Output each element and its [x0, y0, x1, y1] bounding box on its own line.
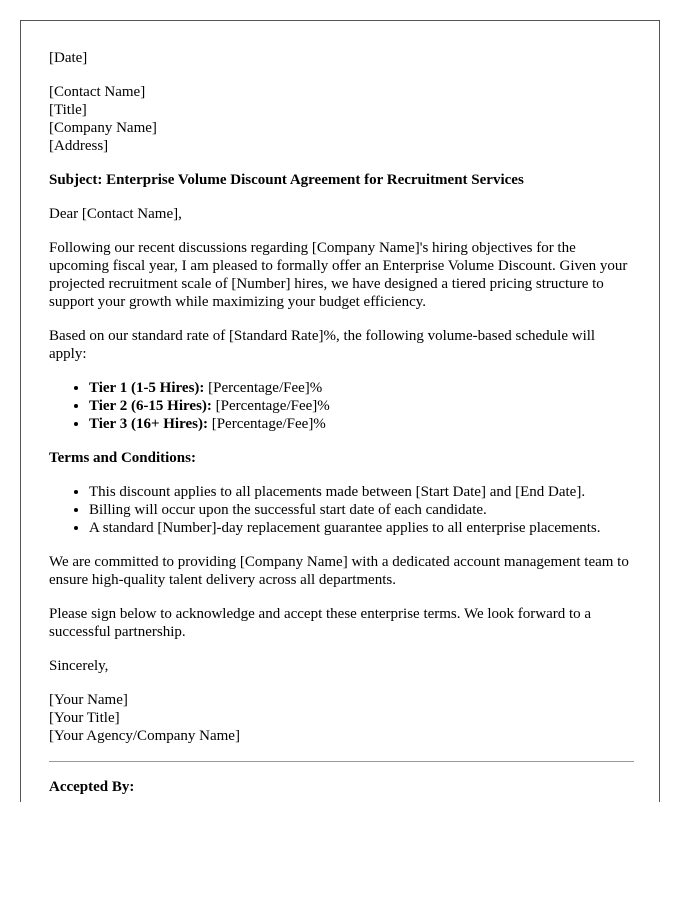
- body-paragraph-4: Please sign below to acknowledge and accept these enterprise terms. We look forward to a successful partnership.: [49, 606, 592, 640]
- recipient-block: [49, 83, 634, 155]
- letter-salutation: Dear [Contact Name],: [49, 206, 182, 222]
- list-item: [89, 379, 634, 397]
- letter-subject: Subject: Enterprise Volume Discount Agreement for Recruitment Services: [49, 172, 524, 188]
- list-item: • Billing will occur upon the successful start date of each candidate.: [89, 501, 634, 519]
- tier-value: [Percentage/Fee]%: [204, 380, 323, 396]
- recipient-title: [Title]: [49, 102, 87, 118]
- body-paragraph-1: Following our recent discussions regarding [Company Name]'s hiring objectives for the upcoming fiscal year, I am pleased to formally offer an Enterprise Volume Discount. Given your projected recruitment scale of [Number] hires, we have designed a tiered pricing structure to support your growth while maximizing your budget efficiency.: [49, 240, 628, 310]
- tier-label: Tier 3 (16+ Hires):: [89, 416, 208, 432]
- sender-block: [49, 691, 634, 745]
- letter-page: [20, 20, 660, 802]
- tier-value: [Percentage/Fee]%: [207, 416, 326, 432]
- list-item: • This discount applies to all placements made between [Start Date] and [End Date].: [89, 483, 634, 501]
- recipient-address: [Address]: [49, 138, 109, 154]
- body-paragraph-3: We are committed to providing [Company Name] with a dedicated account management team to ensure high-quality talent delivery across all departments.: [49, 554, 629, 588]
- recipient-contact-name: [Contact Name]: [49, 84, 146, 100]
- letter-content: [49, 49, 634, 796]
- list-item: [89, 415, 634, 433]
- tier-label: Tier 1 (1-5 Hires):: [89, 380, 205, 396]
- recipient-company-name: [Company Name]: [49, 120, 157, 136]
- terms-heading: Terms and Conditions:: [49, 450, 196, 466]
- letter-date: [Date]: [49, 50, 88, 66]
- letter-closing: Sincerely,: [49, 658, 109, 674]
- terms-list: [49, 483, 634, 537]
- signature-divider: [49, 761, 634, 762]
- sender-agency: [Your Agency/Company Name]: [49, 728, 240, 744]
- sender-title: [Your Title]: [49, 710, 120, 726]
- tier-label: Tier 2 (6-15 Hires):: [89, 398, 212, 414]
- sender-name: [Your Name]: [49, 692, 128, 708]
- list-item: • A standard [Number]-day replacement guarantee applies to all enterprise placements.: [89, 519, 634, 537]
- tier-value: [Percentage/Fee]%: [211, 398, 330, 414]
- list-item: [89, 397, 634, 415]
- accepted-by-label: Accepted By:: [49, 779, 135, 795]
- body-paragraph-2: Based on our standard rate of [Standard Rate]%, the following volume-based schedule will apply:: [49, 328, 596, 362]
- tier-list: [49, 379, 634, 433]
